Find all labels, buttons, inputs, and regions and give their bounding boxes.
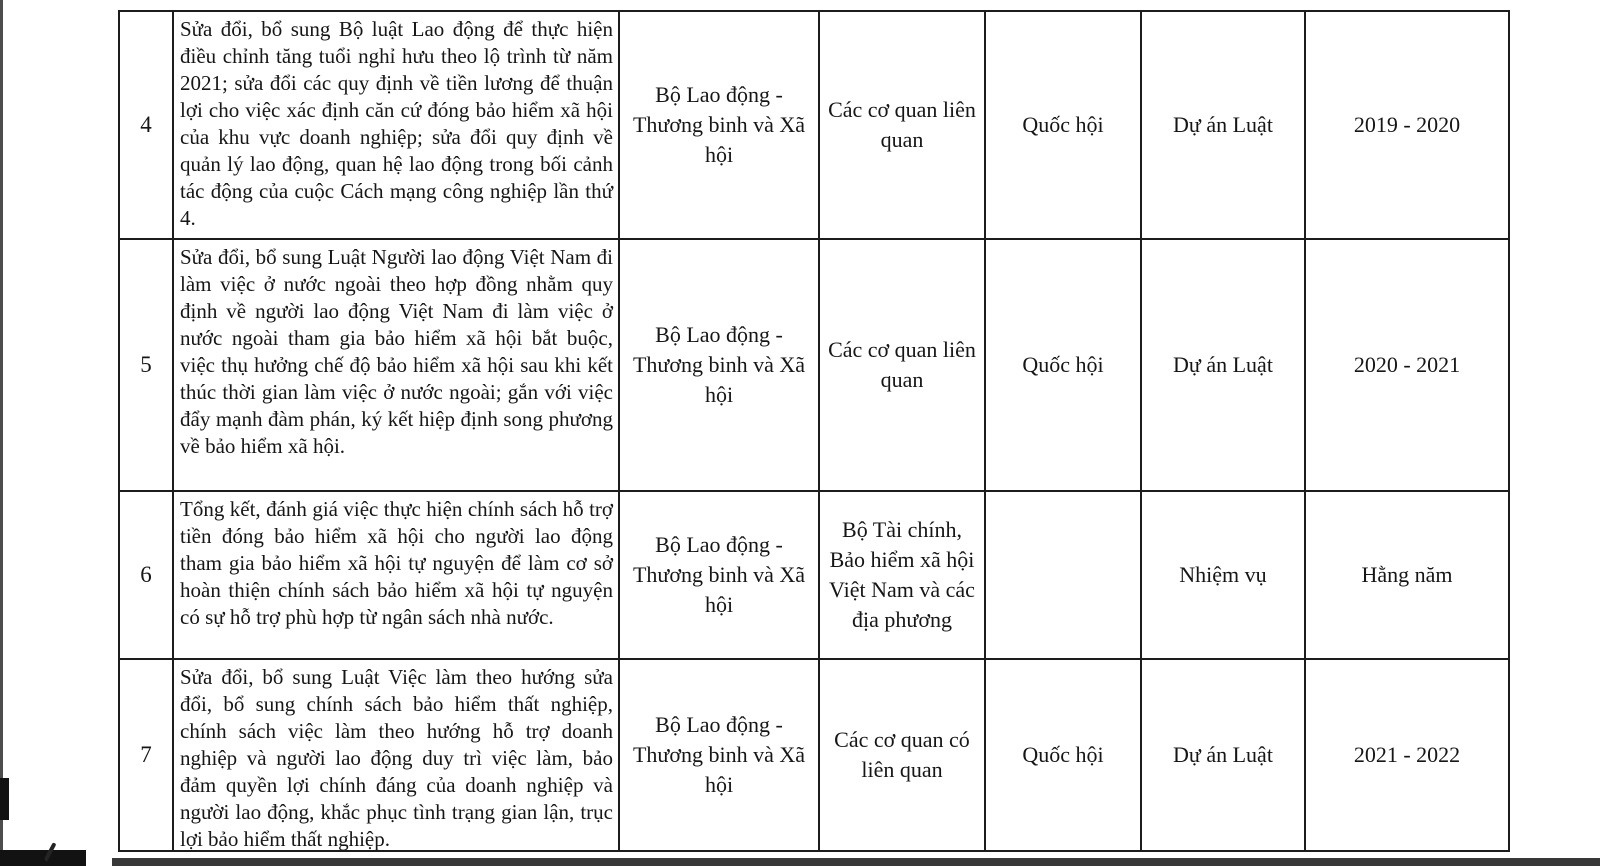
cell-coordinating-agency: Các cơ quan có liên quan xyxy=(820,660,986,852)
cell-task-type: Dự án Luật xyxy=(1142,12,1306,240)
cell-lead-agency: Bộ Lao động - Thương binh và Xã hội xyxy=(620,492,820,660)
cell-task-type: Dự án Luật xyxy=(1142,240,1306,492)
table-row xyxy=(120,660,1510,852)
cell-timeline: Hằng năm xyxy=(1306,492,1510,660)
cell-lead-agency: Bộ Lao động - Thương binh và Xã hội xyxy=(620,240,820,492)
cell-task-description: Sửa đổi, bổ sung Luật Việc làm theo hướng sửa đổi, bổ sung chính sách bảo hiểm thất nghiệp, chính sách việc làm theo hướng hỗ trợ doanh nghiệp và người lao động duy trì việc làm, bảo đảm quyền lợi chính đáng của doanh nghiệp và người lao động, khắc phục tình trạng gian lận, trục lợi bảo hiểm thất nghiệp. xyxy=(174,660,620,852)
cell-approving-authority xyxy=(986,492,1142,660)
cell-row-number: 5 xyxy=(120,240,174,492)
scan-edge-blob-left xyxy=(0,778,9,820)
cell-task-type: Nhiệm vụ xyxy=(1142,492,1306,660)
scan-artifact-bottom-bar xyxy=(112,858,1600,866)
cell-lead-agency: Bộ Lao động - Thương binh và Xã hội xyxy=(620,660,820,852)
table-row xyxy=(120,12,1510,240)
cell-task-description: Sửa đổi, bổ sung Luật Người lao động Việt Nam đi làm việc ở nước ngoài theo hợp đồng nhằm quy định về người lao động Việt Nam đi làm việc ở nước ngoài tham gia bảo hiểm xã hội bắt buộc, việc thụ hưởng chế độ bảo hiểm xã hội sau khi kết thúc thời gian làm việc ở nước ngoài; gắn với việc đẩy mạnh đàm phán, ký kết hiệp định song phương về bảo hiểm xã hội. xyxy=(174,240,620,492)
cell-task-type: Dự án Luật xyxy=(1142,660,1306,852)
scan-artifact-bottom-bar-left xyxy=(0,850,86,866)
cell-timeline: 2019 - 2020 xyxy=(1306,12,1510,240)
cell-timeline: 2020 - 2021 xyxy=(1306,240,1510,492)
cell-row-number: 7 xyxy=(120,660,174,852)
cell-approving-authority: Quốc hội xyxy=(986,12,1142,240)
cell-approving-authority: Quốc hội xyxy=(986,240,1142,492)
cell-lead-agency: Bộ Lao động - Thương binh và Xã hội xyxy=(620,12,820,240)
table-row xyxy=(120,492,1510,660)
scan-edge-artifact-left xyxy=(0,0,3,866)
cell-row-number: 4 xyxy=(120,12,174,240)
cell-task-description: Sửa đổi, bổ sung Bộ luật Lao động để thực hiện điều chỉnh tăng tuổi nghỉ hưu theo lộ trình từ năm 2021; sửa đổi các quy định về tiền lương để thuận lợi cho việc xác định căn cứ đóng bảo hiểm xã hội của khu vực doanh nghiệp; sửa đổi quy định về quản lý lao động, quan hệ lao động trong bối cảnh tác động của cuộc Cách mạng công nghiệp lần thứ 4. xyxy=(174,12,620,240)
cell-coordinating-agency: Bộ Tài chính, Bảo hiểm xã hội Việt Nam và các địa phương xyxy=(820,492,986,660)
cell-coordinating-agency: Các cơ quan liên quan xyxy=(820,12,986,240)
cell-approving-authority: Quốc hội xyxy=(986,660,1142,852)
cell-row-number: 6 xyxy=(120,492,174,660)
cell-timeline: 2021 - 2022 xyxy=(1306,660,1510,852)
cell-coordinating-agency: Các cơ quan liên quan xyxy=(820,240,986,492)
table-row xyxy=(120,240,1510,492)
cell-task-description: Tổng kết, đánh giá việc thực hiện chính sách hỗ trợ tiền đóng bảo hiểm xã hội cho người lao động tham gia bảo hiểm xã hội tự nguyện để làm cơ sở hoàn thiện chính sách bảo hiểm xã hội tự nguyện có sự hỗ trợ phù hợp từ ngân sách nhà nước. xyxy=(174,492,620,660)
legal-tasks-table xyxy=(118,10,1510,852)
